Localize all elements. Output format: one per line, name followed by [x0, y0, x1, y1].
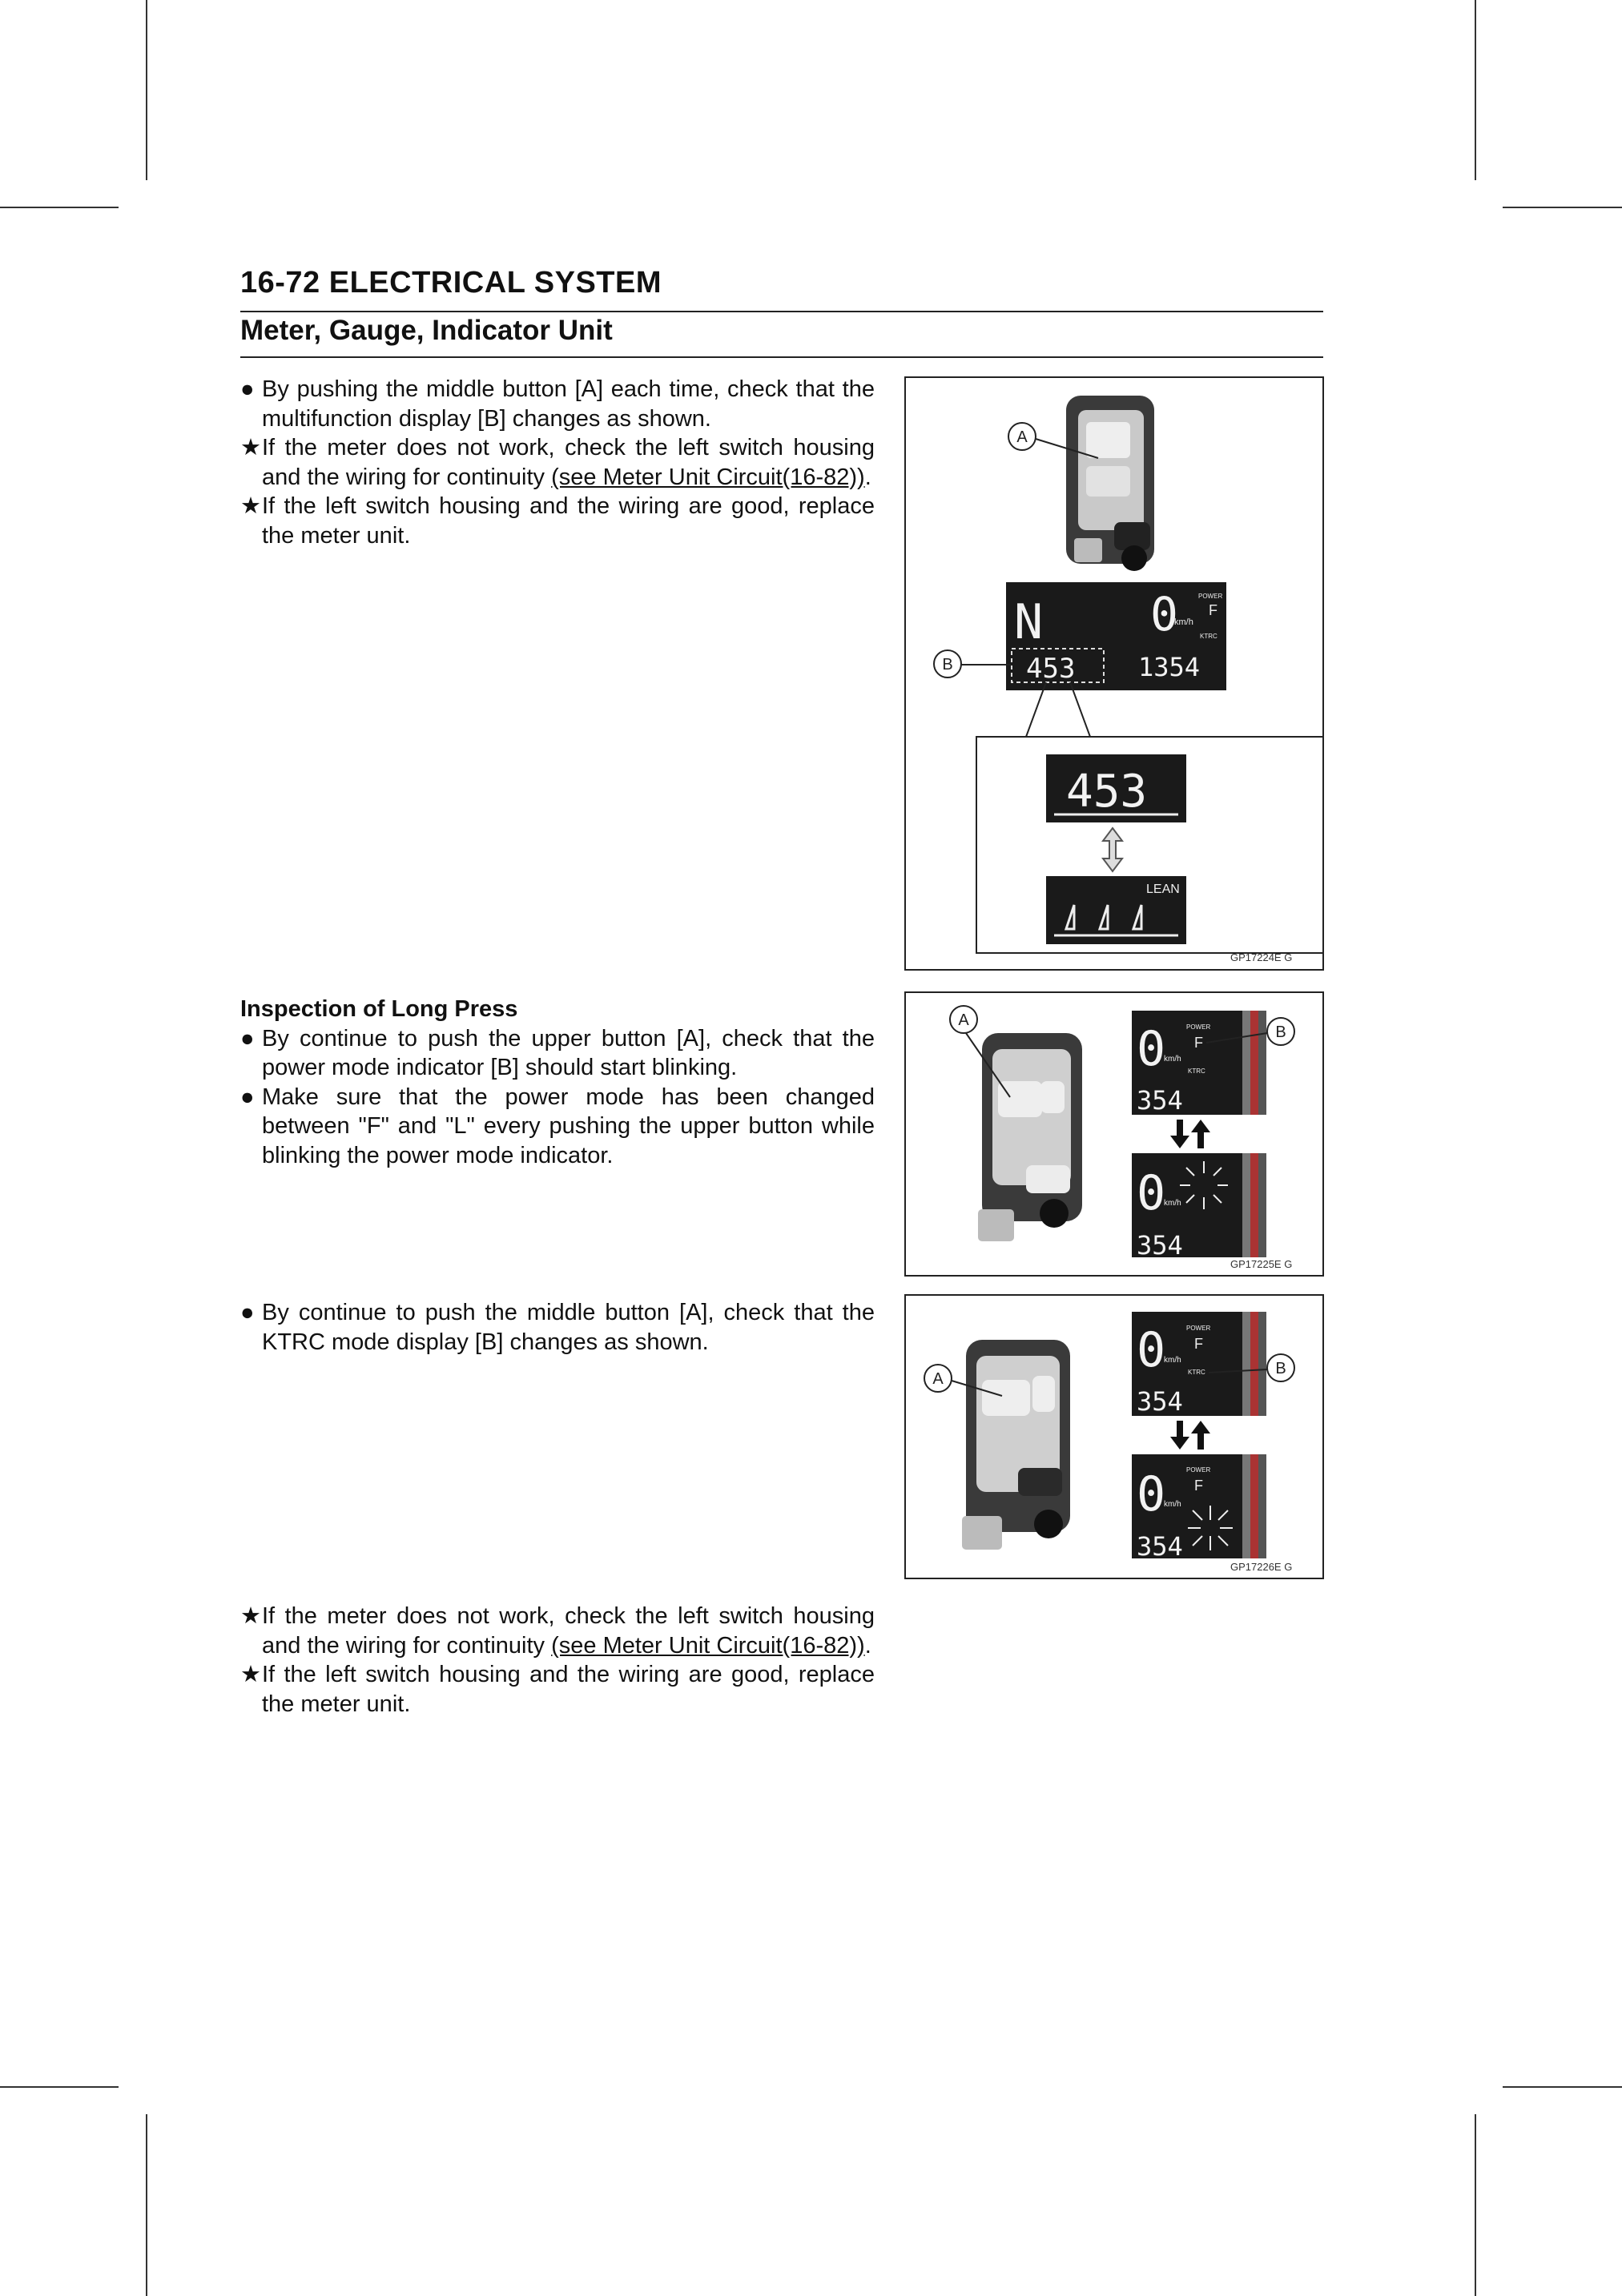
bullet-item [240, 1083, 875, 1171]
bullet-text: By pushing the middle button [A] each time, check that the multifunction display [B] changes as shown. [262, 376, 875, 432]
power-label: POWER [1198, 593, 1223, 600]
crop-mark-tr-v [1475, 0, 1476, 180]
zoom-line-right [1070, 682, 1090, 737]
speed-readout: 0 [1137, 1165, 1166, 1221]
circuit-reference-link[interactable]: (see Meter Unit Circuit(16-82)) [551, 464, 865, 490]
crop-mark-tr-h [1503, 207, 1622, 208]
power-label: POWER [1186, 1466, 1211, 1474]
speed-unit: km/h [1164, 1055, 1181, 1064]
bullet-text: By continue to push the middle button [A], check that the KTRC mode display [B] changes as shown. [262, 1300, 875, 1355]
callout-b-label: B [1275, 1023, 1286, 1041]
power-mode-value: F [1194, 1478, 1203, 1494]
crop-mark-bl-v [146, 2114, 147, 2296]
star-text: If the left switch housing and the wiring are good, replace the meter unit. [262, 1662, 875, 1717]
header-rule-bottom [240, 356, 1323, 358]
power-label: POWER [1186, 1023, 1211, 1031]
text-block-3 [240, 1298, 875, 1357]
star-item [240, 492, 875, 550]
star-item [240, 1660, 875, 1719]
speed-unit: km/h [1164, 1199, 1181, 1208]
ktrc-label: KTRC [1188, 1369, 1205, 1376]
speed-readout: 0 [1137, 1021, 1166, 1077]
crop-mark-br-h [1503, 2086, 1622, 2088]
bullet-marker: ● [240, 376, 255, 402]
odometer-readout: 354 [1137, 1085, 1183, 1116]
star-marker: ★ [240, 1603, 261, 1629]
bullet-text: By continue to push the upper button [A], check that the power mode indicator [B] should start blinking. [262, 1025, 875, 1080]
figure-code: GP17224E G [1230, 951, 1293, 963]
figure-multifunction-display [904, 376, 1324, 971]
punctuation: . [864, 464, 871, 490]
circuit-reference-link[interactable]: (see Meter Unit Circuit(16-82)) [551, 1632, 865, 1659]
callout-a-label: A [958, 1011, 969, 1029]
bullet-item [240, 1024, 875, 1083]
speed-unit: km/h [1164, 1356, 1181, 1365]
detail-multifunction-readout: 453 [1066, 766, 1148, 818]
bullet-text: Make sure that the power mode has been changed between "F" and "L" every pushing the upper button while blinking the power mode indicator. [262, 1084, 875, 1168]
star-item [240, 1602, 875, 1660]
ktrc-label: KTRC [1200, 633, 1218, 640]
left-switch-housing-image [962, 1340, 1070, 1550]
speed-unit: km/h [1174, 617, 1193, 627]
star-text: If the meter does not work, check the left switch housing and the wiring for continuity [262, 435, 875, 490]
text-block-4 [240, 1602, 875, 1719]
section-title: 16-72 ELECTRICAL SYSTEM [240, 266, 662, 300]
callout-a-label: A [932, 1370, 944, 1388]
bullet-marker: ● [240, 1025, 255, 1051]
meter-display-normal [1132, 1011, 1266, 1116]
crop-mark-bl-h [0, 2086, 119, 2088]
switch-arrows-icon [1170, 1421, 1210, 1450]
callout-b-label: B [942, 656, 953, 674]
odometer-readout: 354 [1137, 1230, 1183, 1261]
speed-readout: 0 [1150, 587, 1178, 641]
text-block-1 [240, 375, 875, 550]
power-label: POWER [1186, 1325, 1211, 1332]
meter-display-blinking [1132, 1454, 1266, 1562]
odometer-readout: 1354 [1138, 652, 1201, 682]
switch-arrows-icon [1170, 1120, 1210, 1148]
bullet-marker: ● [240, 1084, 255, 1110]
star-marker: ★ [240, 1662, 261, 1687]
ktrc-label: KTRC [1188, 1068, 1205, 1075]
left-switch-housing-image [978, 1033, 1082, 1241]
odometer-readout: 354 [1137, 1386, 1183, 1417]
star-text: If the left switch housing and the wiring are good, replace the meter unit. [262, 493, 875, 549]
figure-code: GP17226E G [1230, 1561, 1293, 1573]
bullet-item [240, 375, 875, 433]
power-mode-value: F [1209, 602, 1218, 618]
text-block-2 [240, 995, 875, 1170]
subheading-long-press: Inspection of Long Press [240, 996, 518, 1022]
star-text: If the meter does not work, check the left switch housing and the wiring for continuity [262, 1603, 875, 1659]
speed-unit: km/h [1164, 1500, 1181, 1509]
lean-label: LEAN [1146, 883, 1180, 896]
speed-readout: 0 [1137, 1322, 1166, 1378]
star-marker: ★ [240, 493, 261, 519]
power-mode-value: F [1194, 1035, 1203, 1051]
header-rule-top [240, 311, 1323, 312]
left-switch-housing-image [1066, 396, 1154, 571]
bullet-marker: ● [240, 1300, 255, 1325]
punctuation: . [864, 1632, 871, 1659]
meter-display-blinking [1132, 1153, 1266, 1261]
meter-display-normal [1132, 1312, 1266, 1417]
crop-mark-tl-h [0, 207, 119, 208]
star-marker: ★ [240, 435, 261, 460]
multifunction-readout: 453 [1026, 653, 1076, 685]
callout-a-label: A [1016, 428, 1028, 446]
callout-b-label: B [1275, 1360, 1286, 1377]
figure-ktrc-mode-display [904, 1294, 1324, 1579]
crop-mark-tl-v [146, 0, 147, 180]
detail-display-state-2 [1046, 876, 1186, 944]
star-item [240, 433, 875, 492]
zoom-line-left [1026, 682, 1046, 737]
odometer-readout: 354 [1137, 1531, 1183, 1562]
meter-display [1006, 582, 1226, 690]
bullet-item [240, 1298, 875, 1357]
crop-mark-br-v [1475, 2114, 1476, 2296]
power-mode-value: F [1194, 1336, 1203, 1352]
gear-indicator: N [1014, 594, 1044, 650]
figure-code: GP17225E G [1230, 1258, 1293, 1270]
detail-display-state-1 [1046, 754, 1186, 822]
speed-readout: 0 [1137, 1466, 1166, 1522]
figure-power-mode-indicator [904, 991, 1324, 1277]
subsection-title: Meter, Gauge, Indicator Unit [240, 315, 613, 346]
